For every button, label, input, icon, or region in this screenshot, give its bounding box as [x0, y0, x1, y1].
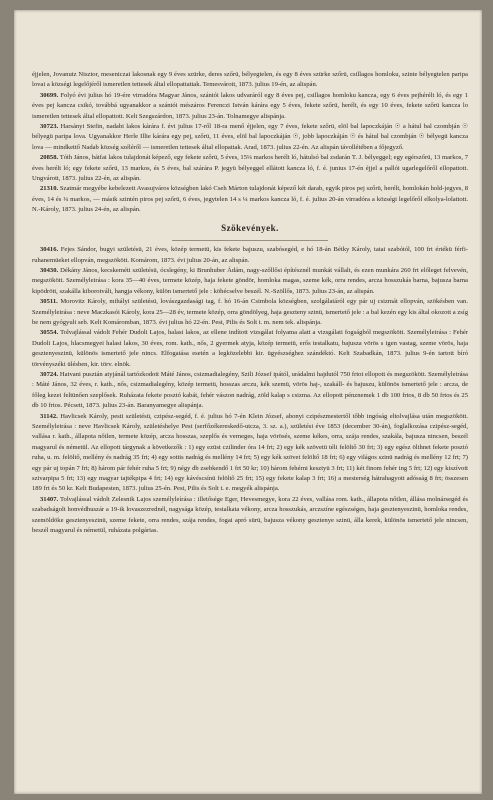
notice-entry: [32, 328, 468, 370]
notice-text: Tóth János, bátfai lakos tulajdonát képező, egy fekete szőrü, 5 éves, 15¼ markos herélt ló, hátulsó bal zsdarán T. J. bélyeggel; egy egérszőrü, 13 markos, 7 éves herélt ló; egy fekete szőrü, 13 markos, és 5 éves, bal szárára P. jegyü bélyeggel ellátott kancza ló, f. é. junius 17-én éjjel a pallói ugarlegelőről ellopattott. Ungvárott, 1873. julius 22-én, az alispán.: [32, 154, 469, 183]
page-body: [32, 70, 468, 536]
notice-entry: [32, 266, 468, 297]
notice-entry: [32, 122, 468, 153]
notice-text: Havlicsek Károly, pesti születésü, czipész-segéd, f. é. julius hó 7-én Klein József, abonyi czipészmestertől tőbb ingóság eltolvajlása után megszökött. Személyleirása : neve Havlicsek Károly, születéshelye Pest (serfőzékereskedő-utcza, 3. sz. a.), születési éve 1853 (december 30-án), foglalkozása czipész-segéd, vallása r. kath., állapota nőtlen, termete közép, arcza hosszas, szeplős és verneges, haja vörösés, szeme kékes, orra, szája rendes, szakála, bajusza nincsen, beszél magyarul és németül. Az ellopott tárgynak a következők : 1) egy ezüst czilinder óra 14 frt; 2) egy kék szövetü téli felöltő 30 frt; 3) egy egész ölthnet fekete posztó ruha, u. m. felöltő, mellény és nadrág 35 frt; 4) egy sottis nadrág és mellény 14 frt; 5) egy kék szövet felöltő 18 frt; 6) egy világos szinü nadrág és mellény 12 frt; 7) egy pár uj topán 7 frt; 8) három pár fehér ruha 5 frt; 9) négy db zsebkendő 1 frt 50 kr; 10) három fehérni kesztyü 3 frt; 11) két finom fehér ing 5 frt; 12) egy kiszívott szivarpipa 5 frt; 13) egy magyar tajtékpipa 4 frt; 14) egy kávéscsínü felöltő 25 frt; 15) egy fekete kalap 3 frt; 16) a mesterség hátrahagyott adósság 8 frt; összesen 189 frt és 50 kr. Kelt Budapesten, 1873. julius 25-én. Pest, Pilis és Solt t. e. megyék alispánja.: [32, 412, 468, 493]
notice-text: Szatmár megyébe kebelezett Avasujváros községben lakó Cseh Márton tulajdonát képező két darab, egyik piros pej szőrü, herélt, homlokán hold-jegyes, 8 éves, 14 és ¼ markos, — másik szintén piros pej szőrü, 6 éves, jegytelen 14 s ¼ markos kancza ló, f. é. julius 20-án virradóra a községi legelőről elkolya-lolattott. N.-Károly, 1873. julius 24-én, az alispán.: [32, 185, 468, 214]
notice-entry: [32, 91, 468, 122]
section-heading: Szökevények.: [221, 222, 279, 233]
notice-number: 30724.: [40, 370, 59, 378]
notice-number: 31407.: [40, 495, 59, 503]
notice-entry: [32, 297, 468, 328]
notice-entry: [32, 495, 468, 537]
notice-number: 30699.: [40, 91, 59, 99]
heading-divider: [172, 240, 328, 241]
notice-text: Tolvajlással vádolt Fehér Dudoli Lajos, halasi lakos, az ellene indított vizsgálat folyama alatt a vizsgálati fogságból megszökött. Személyleirása : Fehér Dudoli Lajos, hlacsmegyei halasi lakos, 30 éves, rom. kath., nős, 2 gyermek atyja, közép termetü, erős testalkatu, bajusza vörös s igen vastag, szeme vörös, haja gesztenyeszinü, különös ismertető jele nincs. Elfogatása esetén a legközelebbi kir. ügyészséghez szándéktó. Kelt Szabadkán, 1873. julius 9-én tartott bíró törvényszéki ülésben, kir. törv. elnök.: [32, 329, 469, 368]
notice-text: Morovitz Károly, mihályi születésü, lovászgazdasági tag, f. hó 16-án Csimbola községben, szolgálatáról egy pár uj csizmát ellopván, szökésben van. Személyleirása : neve Maczkasói Károly, kora 25—28 év, termete közép, orra göndölyeg, haja geszteny szinü, ismertető jele : a bal kezén egy kis által okozott a zsíg be nem gyógyult seb. Kelt Komáromban, 1873. évi julius hó 22-én. Pest, Pilis és Solt t. m. nem tek. alispánja.: [32, 298, 468, 326]
notice-text: Dékány János, kecskeméti születésü, ócslegény, ki Brunhuber Ádám, nagy-szőllősi építésznél munkát vállalt, és ezen munkára 260 frt előleget felvevén, megszökött. Személyleirása : kora 35—40 éves, termete közép, haja fekete göndör, homloka magas, szeme kék, orra rendes, arcza hosszukás barna, bajusza barna kipödrött, szakálla kiborotvált, hangja vékony, külön ismertető jele : köhécselve beszél. N.-Szöllős, 1873. julius 23-án, az alispán.: [32, 266, 469, 295]
notice-number: 30430.: [40, 266, 59, 274]
notice-entry: [32, 184, 468, 215]
notice-number: 20858.: [40, 154, 59, 162]
notice-number: 31142.: [40, 412, 58, 420]
notice-entry: [32, 370, 468, 412]
notice-text: Harsányi Stefin, nadabi lakos kárára f. évi julius 17-ről 18-ra menő éjjelen, egy 7 éves, fekete szőrü, elöl bal lapoczkáján ☉ a hátul bal czombján ☉ bélyegü paripa lova. Ugyanakkor Herle Illie kárára egy pej, szőrü, 11 éves, elöl bal lapoczkáján ☉, jobb lapoczkáján ☉ és hátul bal czombján ☉ bélyegü kancza lova — mindkettő Nadab község széléről — ismeretlen tettesek által ellopattak. Arad, 1873. julius 22-én. Az alispán távollétében a főjegyző.: [32, 123, 469, 151]
notice-number: 21310.: [40, 185, 59, 193]
notice-text: Folyó évi julius hó 19-ére virradóra Magyar János, szántói lakos udvaráról egy 8 éves pej, csillagos homloku kancza, egy 6 éves pejhérélt ló, és egy 1 éves pej kancza csikó, továbbá ugyanakkor a szántói mészáros Ferenczi István kárára egy 5 éves, fekete szőrü, herélt, és egy 10 éves, fekete szőrü kancza lo ismeretlen tettesek által ellopattott. Kelt Szegszárdon, 1873. julius 23-án. Tolnamegye alispánja.: [32, 91, 469, 120]
document-page: [14, 10, 482, 794]
fugitive-notices-list: [32, 245, 468, 536]
notice-entry: [32, 70, 468, 91]
notice-entry: [32, 153, 468, 184]
notice-entry: [32, 412, 468, 495]
notice-number: 30723.: [40, 123, 59, 131]
notice-text: Hatvani pusztán atyjánál tartózkodott Máté János, csizmadialegény, Szili József ipától, urádalmi hajdutól 750 frtot ellopott és megszökött. Személyleirása : Máté János, 32 éves, r. kath., nős, csizmadialegény, közép termetü, hosszas arczu, kék szemü, vörös haj-, szakáll- és bajuszu, különös ismertető jele : arcza, de főleg kezei feltünően szeplősek. Ruházata fekete posztó kabát, fehér vászon nadrág, zöld kalap s csizma. Az ellopott pénznemek 1 db 100 frtos, 8 db 50 frtos és 25 db 10 frtos. Pécsett, 1873. julius 23-án. Baranyamegye alispánja.: [32, 370, 468, 410]
notice-number: 30511.: [40, 298, 58, 306]
notice-text: éjjelen, Jovanutz Nisztor, meseniczai lakosnak egy 9 éves szürke, deres szőrü, bélyegtelen, és egy 8 éves szürke szőrü, csillagos homloku, szinte bélyegtelen paripa lovai a községi legelőjéről ismeretlen tettesek által ellopattattak. Temesvárott, 1873. julius 19-én, az alispán.: [32, 71, 468, 89]
notice-number: 30416.: [40, 246, 59, 254]
theft-notices-list: [32, 70, 468, 216]
notice-text: Tolvajlással vádolt Zelesnik Lajos személyleírása : illetősége Eger, Hevesmegye, kora 22 éves, vallása rom. kath., állapota nőtlen, állása molnársegéd és szabadságolt honvédhuszár a 19-ik lovaszezrednél, nagysága közép, testalkata vékony, arcza hosszukás, arczszíne egészséges, haja gesztenyeszinü, homloka rendes, szemöldöke gesztenyeszinü, szeme fekete, orra rendes, szája rendes, fogai apró sürü, bajusza vékony gesztenye szinü, álla kerek, különös ismertető jele nincsen, beszél magyarul és németül, ruházata polgárias.: [32, 495, 468, 535]
notice-number: 30554.: [40, 329, 59, 337]
notice-entry: [32, 245, 468, 266]
notice-text: Fejes Sándor, bugyi születésü, 21 éves, közép termetü, kis fekete bajuszu, szabósegéd, e hó 18-án Bétky Károly, tatai szabótól, 100 frt értékü férfi-ruhanemüeket ellopván, megszökött. Komárom, 1873. évi julius 20-án, az alispán.: [32, 246, 468, 264]
